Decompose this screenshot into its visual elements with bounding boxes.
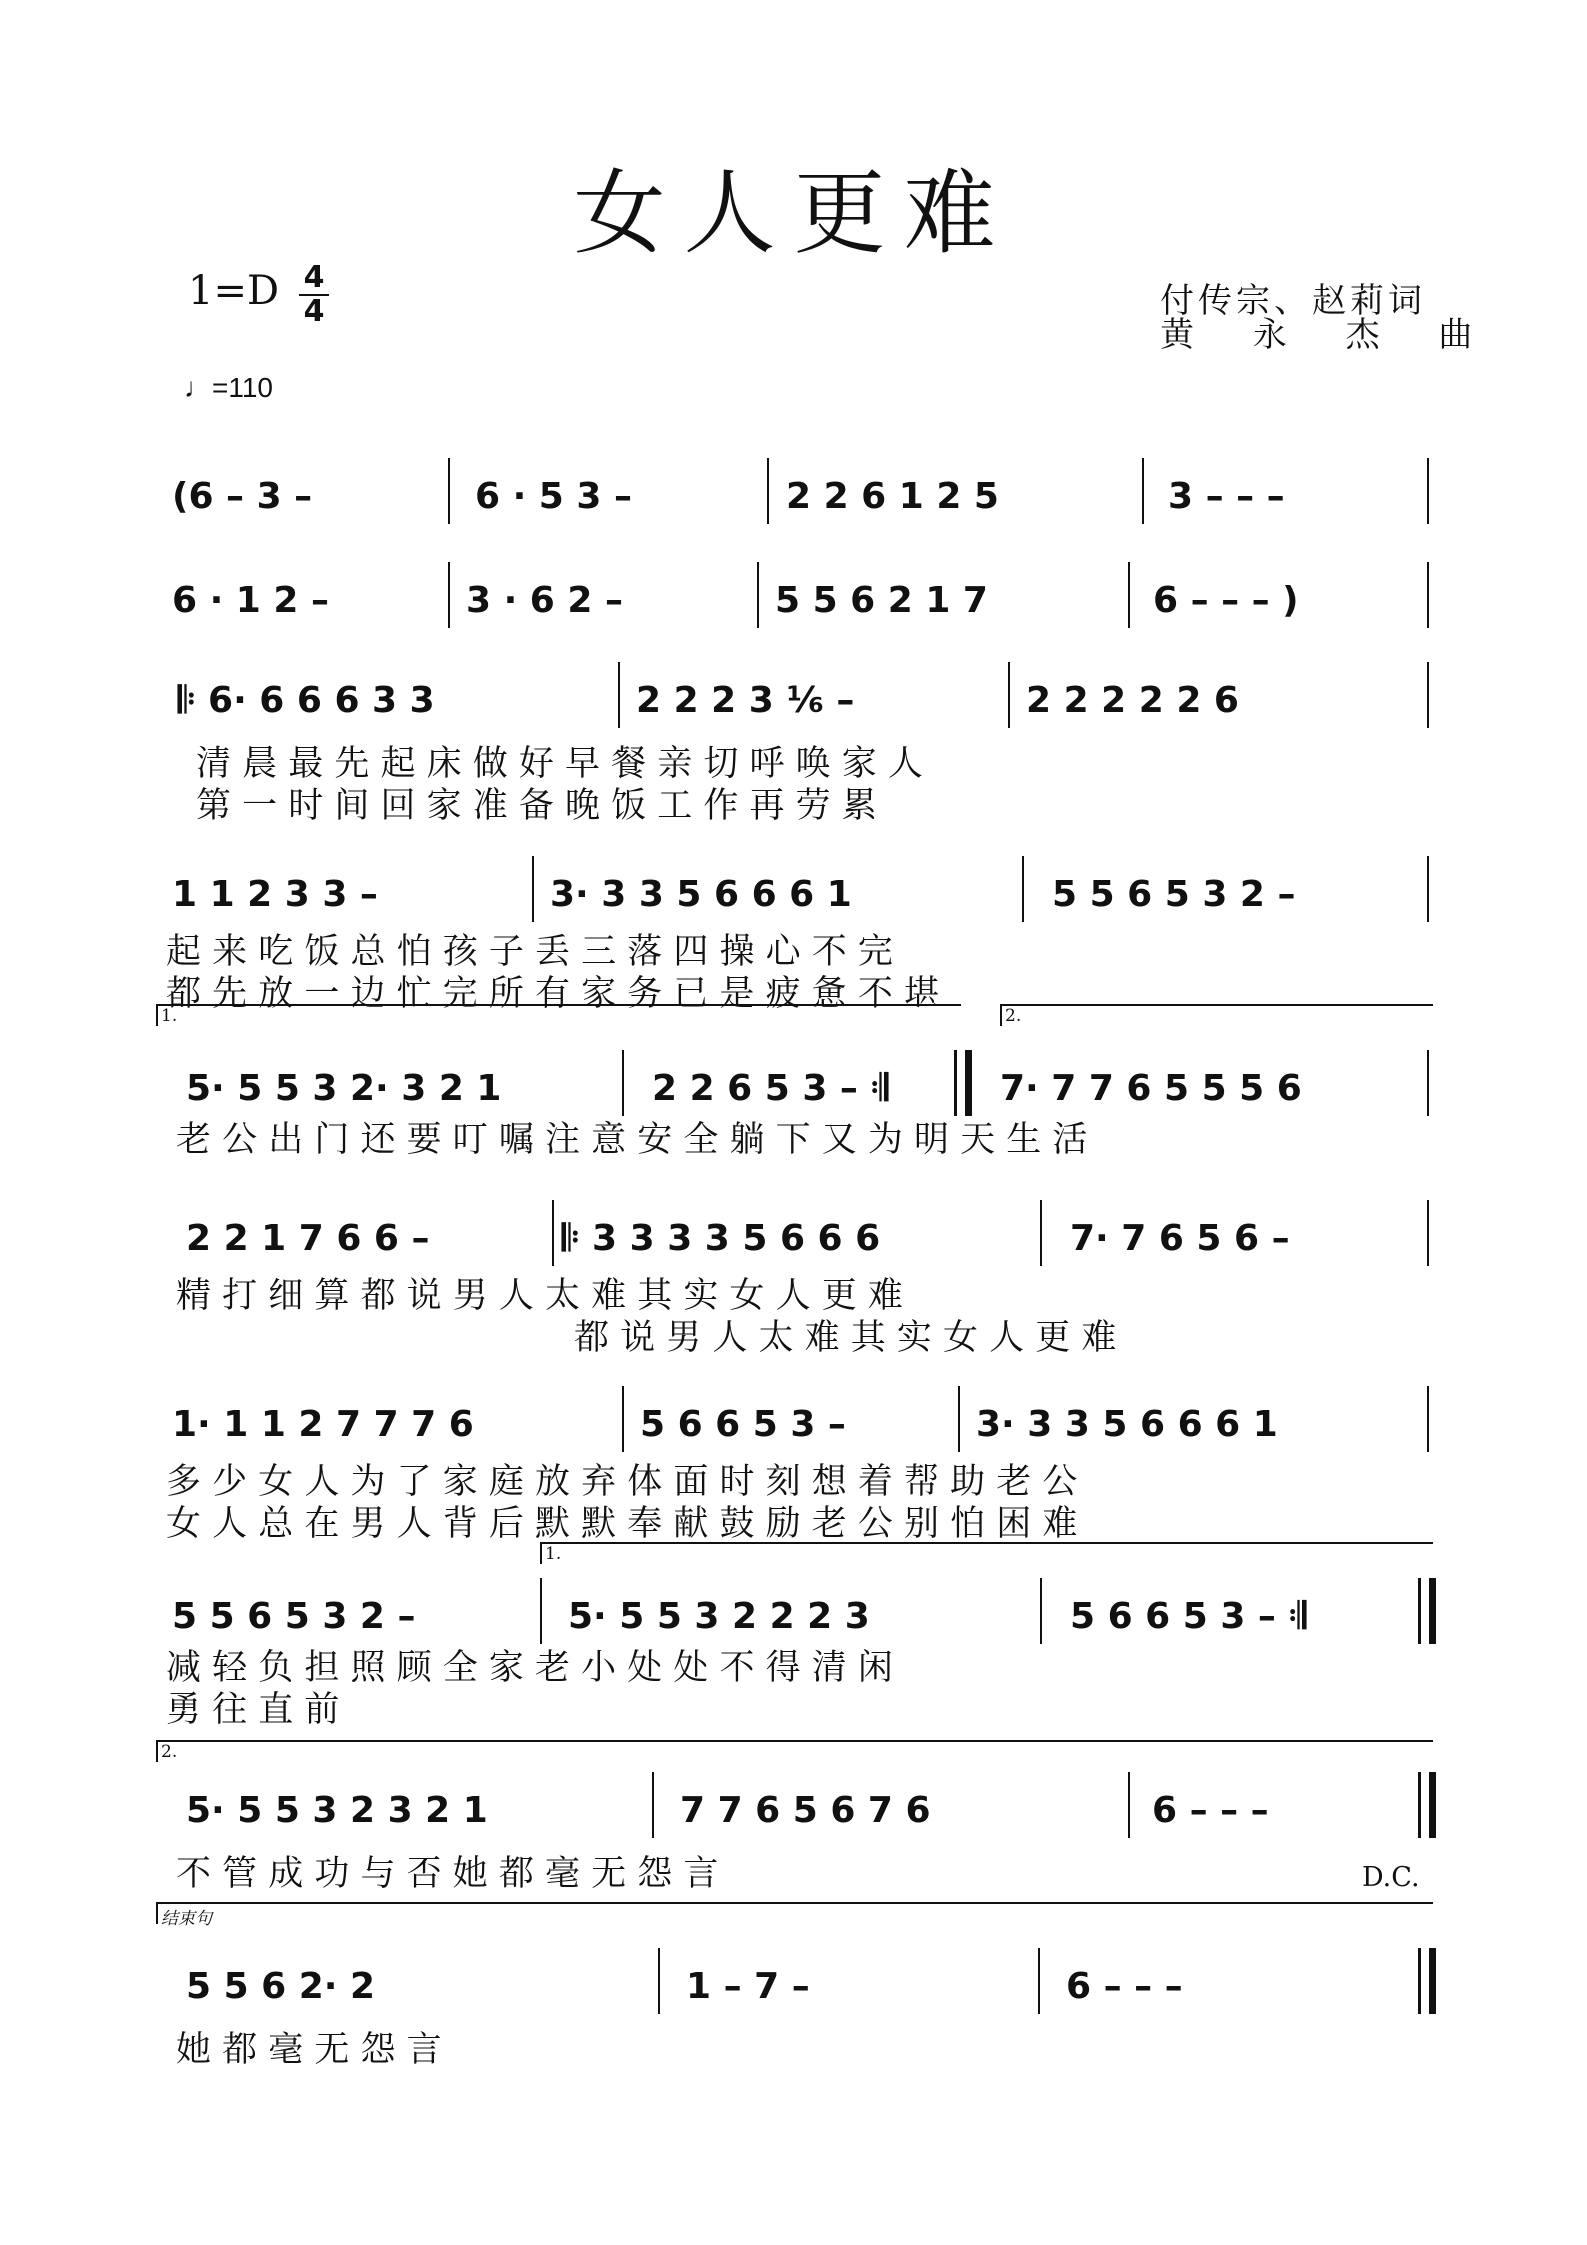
barline	[1128, 1772, 1130, 1838]
lyric-line-1	[0, 1112, 1587, 1160]
lyric-line-2	[0, 1496, 1587, 1544]
time-numerator: 4	[303, 260, 325, 295]
barline	[618, 662, 620, 728]
barline	[448, 458, 450, 524]
repeat-end-barline	[954, 1050, 957, 1116]
measure: 6 – – –	[1152, 1790, 1269, 1831]
barline	[658, 1948, 660, 2014]
key-signature: 1=D	[188, 268, 280, 314]
barline	[622, 1386, 624, 1452]
measure: 7· 7 7 6 5 5 5 6	[1000, 1068, 1302, 1109]
repeat-end-barline	[1418, 1578, 1421, 1644]
barline	[1427, 562, 1429, 628]
barline	[1128, 562, 1130, 628]
measure: 𝄆 3 3 3 3 5 6 6 6	[562, 1218, 881, 1259]
lyric-line-1	[0, 736, 1587, 784]
lyric-line-2	[0, 1310, 1587, 1358]
second-ending-bracket: 2.	[156, 1740, 1433, 1762]
measure: 5 5 6 2· 2	[186, 1966, 376, 2007]
barline	[540, 1578, 542, 1644]
composer-credit: 黄 永 杰 曲	[1160, 315, 1497, 355]
lyric-text: 清 晨 最 先 起 床 做 好 早 餐 亲 切 呼 唤 家 人	[196, 744, 923, 784]
measure: 2 2 6 5 3 – 𝄇	[652, 1068, 888, 1109]
barline	[448, 562, 450, 628]
ending-phrase-bracket: 结束句	[156, 1902, 1433, 1924]
measure: 2 2 6 1 2 5	[786, 476, 999, 517]
barline	[958, 1386, 960, 1452]
barline	[1040, 1578, 1042, 1644]
lyric-line-2	[0, 1682, 1587, 1730]
barline	[1427, 458, 1429, 524]
measure: (6 – 3 –	[172, 476, 313, 517]
measure: 3 · 6 2 –	[466, 580, 623, 621]
barline	[1427, 1386, 1429, 1452]
final-barline	[1418, 1948, 1421, 2014]
barline	[1427, 856, 1429, 922]
measure: 7 7 6 5 6 7 6	[680, 1790, 931, 1831]
notes-row	[0, 458, 1587, 548]
barline	[1022, 856, 1024, 922]
barline	[1427, 1200, 1429, 1266]
lyric-text: 都 先 放 一 边 忙 完 所 有 家 务 已 是 疲 惫 不 堪	[166, 974, 940, 1014]
song-title: 女人更难	[573, 160, 1014, 267]
time-signature	[298, 262, 330, 328]
measure: 1 – 7 –	[686, 1966, 810, 2007]
measure: 5 5 6 5 3 2 –	[1052, 874, 1296, 915]
final-barline	[1418, 1772, 1421, 1838]
barline	[532, 856, 534, 922]
measure: 5· 5 5 3 2 2 2 3	[568, 1596, 870, 1637]
measure: 𝄆 6· 6 6 6 3 3	[178, 680, 435, 721]
lyric-text: 老 公 出 门 还 要 叮 嘱 注 意 安 全 躺 下 又 为 明 天 生 活	[176, 1120, 1088, 1160]
measure: 1· 1 1 2 7 7 7 6	[172, 1404, 474, 1445]
lyric-line-1	[0, 1640, 1587, 1688]
barline	[552, 1200, 554, 1266]
measure: 5 6 6 5 3 – 𝄇	[1070, 1596, 1306, 1637]
lyric-text: 勇 往 直 前	[166, 1690, 340, 1730]
lyric-text: 多 少 女 人 为 了 家 庭 放 弃 体 面 时 刻 想 着 帮 助 老 公	[166, 1462, 1078, 1502]
lyricist-credit: 付传宗、赵莉词	[1160, 281, 1426, 321]
first-ending-bracket: 1.	[156, 1004, 961, 1026]
barline	[757, 562, 759, 628]
barline	[1142, 458, 1144, 524]
lyric-text: 起 来 吃 饭 总 怕 孩 子 丢 三 落 四 操 心 不 完	[166, 932, 893, 972]
measure: 5 5 6 5 3 2 –	[172, 1596, 416, 1637]
lyric-line-1	[0, 924, 1587, 972]
lyric-line-2	[0, 778, 1587, 826]
lyric-line-1	[0, 1454, 1587, 1502]
measure: 3 – – –	[1168, 476, 1285, 517]
measure: 3· 3 3 5 6 6 6 1	[976, 1404, 1278, 1445]
measure: 2 2 1 7 6 6 –	[186, 1218, 430, 1259]
lyric-line-1	[0, 2022, 1587, 2070]
measure: 2 2 2 3 ¹⁄₆ –	[636, 680, 855, 721]
measure: 2 2 2 2 2 6	[1026, 680, 1239, 721]
lyric-text: 不 管 成 功 与 否 她 都 毫 无 怨 言	[176, 1854, 719, 1894]
measure: 1 1 2 3 3 –	[172, 874, 378, 915]
barline	[767, 458, 769, 524]
barline	[622, 1050, 624, 1116]
measure: 5 5 6 2 1 7	[775, 580, 988, 621]
barline	[1427, 662, 1429, 728]
lyric-text: 她 都 毫 无 怨 言	[176, 2030, 442, 2070]
measure: 3· 3 3 5 6 6 6 1	[550, 874, 852, 915]
measure: 7· 7 6 5 6 –	[1070, 1218, 1290, 1259]
lyric-text: 女 人 总 在 男 人 背 后 默 默 奉 献 鼓 励 老 公 别 怕 困 难	[166, 1504, 1078, 1544]
measure: 6 · 1 2 –	[172, 580, 329, 621]
time-denominator: 4	[303, 294, 325, 329]
barline	[1040, 1200, 1042, 1266]
barline	[1038, 1948, 1040, 2014]
barline	[1427, 1050, 1429, 1116]
measure: 5· 5 5 3 2· 3 2 1	[186, 1068, 502, 1109]
lyric-text: 第 一 时 间 回 家 准 备 晚 饭 工 作 再 劳 累	[196, 786, 877, 826]
measure: 5· 5 5 3 2 3 2 1	[186, 1790, 488, 1831]
tempo-mark: ♩=110	[184, 372, 273, 403]
second-ending-bracket: 2.	[1000, 1004, 1433, 1026]
barline	[1008, 662, 1010, 728]
lyric-text: 都 说 男 人 太 难 其 实 女 人 更 难	[574, 1318, 1117, 1358]
measure: 5 6 6 5 3 –	[640, 1404, 846, 1445]
barline	[652, 1772, 654, 1838]
lyric-text: 减 轻 负 担 照 顾 全 家 老 小 处 处 不 得 清 闲	[166, 1648, 893, 1688]
measure: 6 – – – )	[1153, 580, 1299, 621]
measure: 6 · 5 3 –	[475, 476, 632, 517]
notes-row	[0, 562, 1587, 652]
da-capo-mark: D.C.	[1362, 1862, 1420, 1893]
first-ending-bracket: 1.	[540, 1542, 1433, 1564]
lyric-text: 精 打 细 算 都 说 男 人 太 难 其 实 女 人 更 难	[176, 1276, 903, 1316]
lyric-line-1	[0, 1268, 1587, 1316]
lyric-line-1	[0, 1846, 1587, 1894]
measure: 6 – – –	[1066, 1966, 1183, 2007]
